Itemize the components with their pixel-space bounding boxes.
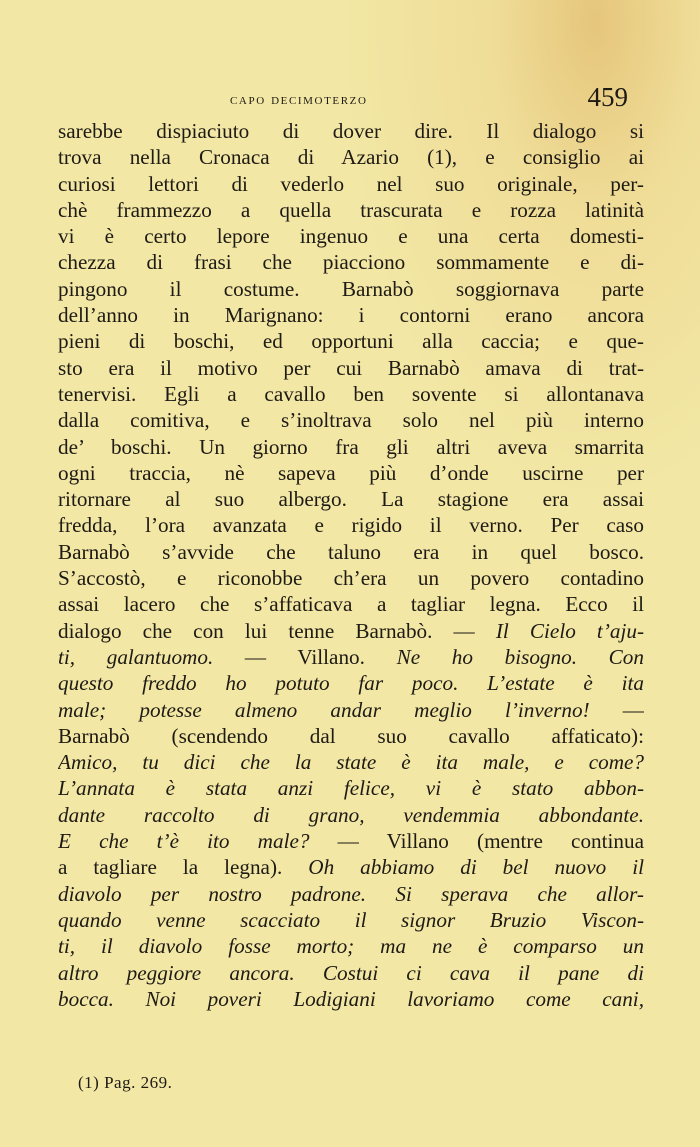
text-line <box>58 407 644 433</box>
text-line <box>58 618 644 644</box>
italic-text: Amico, tu dici che la state è ita male, e come? <box>58 750 644 775</box>
text-line <box>58 460 644 486</box>
italic-text: Il Cielo t’aju- <box>495 618 644 643</box>
page-number: 459 <box>587 82 628 112</box>
italic-text: E che t’è ito male? <box>58 829 310 854</box>
text-segment: ritornare al suo albergo. La stagione era assai <box>58 487 644 512</box>
italic-text: Oh abbiamo di bel nuovo il <box>308 855 644 880</box>
text-line <box>58 249 644 275</box>
italic-text: ti, il diavolo fosse morto; ma ne è comparso un <box>58 934 644 959</box>
italic-text: bocca. Noi poveri Lodigiani lavoriamo come cani, <box>58 986 644 1011</box>
text-line <box>58 434 644 460</box>
text-line <box>58 539 644 565</box>
italic-text: diavolo per nostro padrone. Si sperava che allor- <box>58 881 644 906</box>
italic-text: quando venne scacciato il signor Bruzio Viscon- <box>58 907 644 932</box>
italic-text: questo freddo ho potuto far poco. L’estate è ita <box>58 671 644 696</box>
text-line <box>58 697 644 723</box>
italic-text: Ne ho bisogno. Con <box>396 644 644 669</box>
text-segment: tenervisi. Egli a cavallo ben sovente si allontanava <box>58 381 644 406</box>
text-line <box>58 355 644 381</box>
text-line <box>58 986 644 1012</box>
text-line <box>58 302 644 328</box>
text-segment: a tagliare la legna). <box>58 855 309 880</box>
text-line <box>58 749 644 775</box>
text-line <box>58 197 644 223</box>
text-segment: pingono il costume. Barnabò soggiornava parte <box>58 276 644 301</box>
italic-text: dante raccolto di grano, vendemmia abbondante. <box>58 802 644 827</box>
text-segment: dalla comitiva, e s’inoltrava solo nel più interno <box>58 408 644 433</box>
text-segment: ogni traccia, nè sapeva più d’onde uscirne per <box>58 460 644 485</box>
text-segment: Barnabò s’avvide che taluno era in quel bosco. <box>58 539 644 564</box>
text-line <box>58 144 644 170</box>
text-segment: trova nella Cronaca di Azario (1), e consiglio ai <box>58 145 644 170</box>
text-line <box>58 775 644 801</box>
body-text <box>58 118 644 1012</box>
text-line <box>58 644 644 670</box>
text-segment: de’ boschi. Un giorno fra gli altri aveva smarrita <box>58 434 644 459</box>
italic-text: altro peggiore ancora. Costui ci cava il pane di <box>58 960 644 985</box>
text-segment: — Villano. <box>213 644 397 669</box>
italic-text: ti, galantuomo. <box>58 644 214 669</box>
text-segment: sto era il motivo per cui Barnabò amava di trat- <box>58 355 644 380</box>
text-segment: — <box>589 697 644 722</box>
running-head: capo decimoterzo <box>230 92 368 108</box>
text-line <box>58 723 644 749</box>
text-segment: chè frammezzo a quella trascurata e rozza latinità <box>58 197 644 222</box>
text-segment: curiosi lettori di vederlo nel suo originale, per- <box>58 171 644 196</box>
text-segment: dell’anno in Marignano: i contorni erano ancora <box>58 303 644 328</box>
text-line <box>58 486 644 512</box>
text-line <box>58 933 644 959</box>
text-line <box>58 328 644 354</box>
italic-text: male; potesse almeno andar meglio l’inverno! <box>58 697 590 722</box>
text-segment: Barnabò (scendendo dal suo cavallo affaticato): <box>58 723 644 748</box>
page-header <box>62 82 632 122</box>
text-line <box>58 670 644 696</box>
text-segment: S’accostò, e riconobbe ch’era un povero contadino <box>58 566 644 591</box>
text-line <box>58 881 644 907</box>
text-line <box>58 854 644 880</box>
text-segment: — Villano (mentre continua <box>309 829 644 854</box>
footnote: (1) Pag. 269. <box>78 1073 173 1092</box>
text-line <box>58 591 644 617</box>
italic-text: L’annata è stata anzi felice, vi è stato abbon- <box>58 776 644 801</box>
text-line <box>58 512 644 538</box>
text-line <box>58 276 644 302</box>
text-line <box>58 171 644 197</box>
text-line <box>58 828 644 854</box>
text-segment: fredda, l’ora avanzata e rigido il verno. Per caso <box>58 513 644 538</box>
text-line <box>58 223 644 249</box>
text-segment: assai lacero che s’affaticava a tagliar legna. Ecco il <box>58 592 644 617</box>
text-segment: vi è certo lepore ingenuo e una certa domesti- <box>58 224 644 249</box>
text-line <box>58 802 644 828</box>
text-segment: sarebbe dispiaciuto di dover dire. Il dialogo si <box>58 119 644 143</box>
text-line <box>58 381 644 407</box>
text-segment: dialogo che con lui tenne Barnabò. — <box>58 618 496 643</box>
text-line <box>58 118 644 144</box>
text-segment: chezza di frasi che piacciono sommamente e di- <box>58 250 644 275</box>
text-segment: pieni di boschi, ed opportuni alla caccia; e que- <box>58 329 644 354</box>
text-line <box>58 907 644 933</box>
text-line <box>58 565 644 591</box>
text-line <box>58 960 644 986</box>
